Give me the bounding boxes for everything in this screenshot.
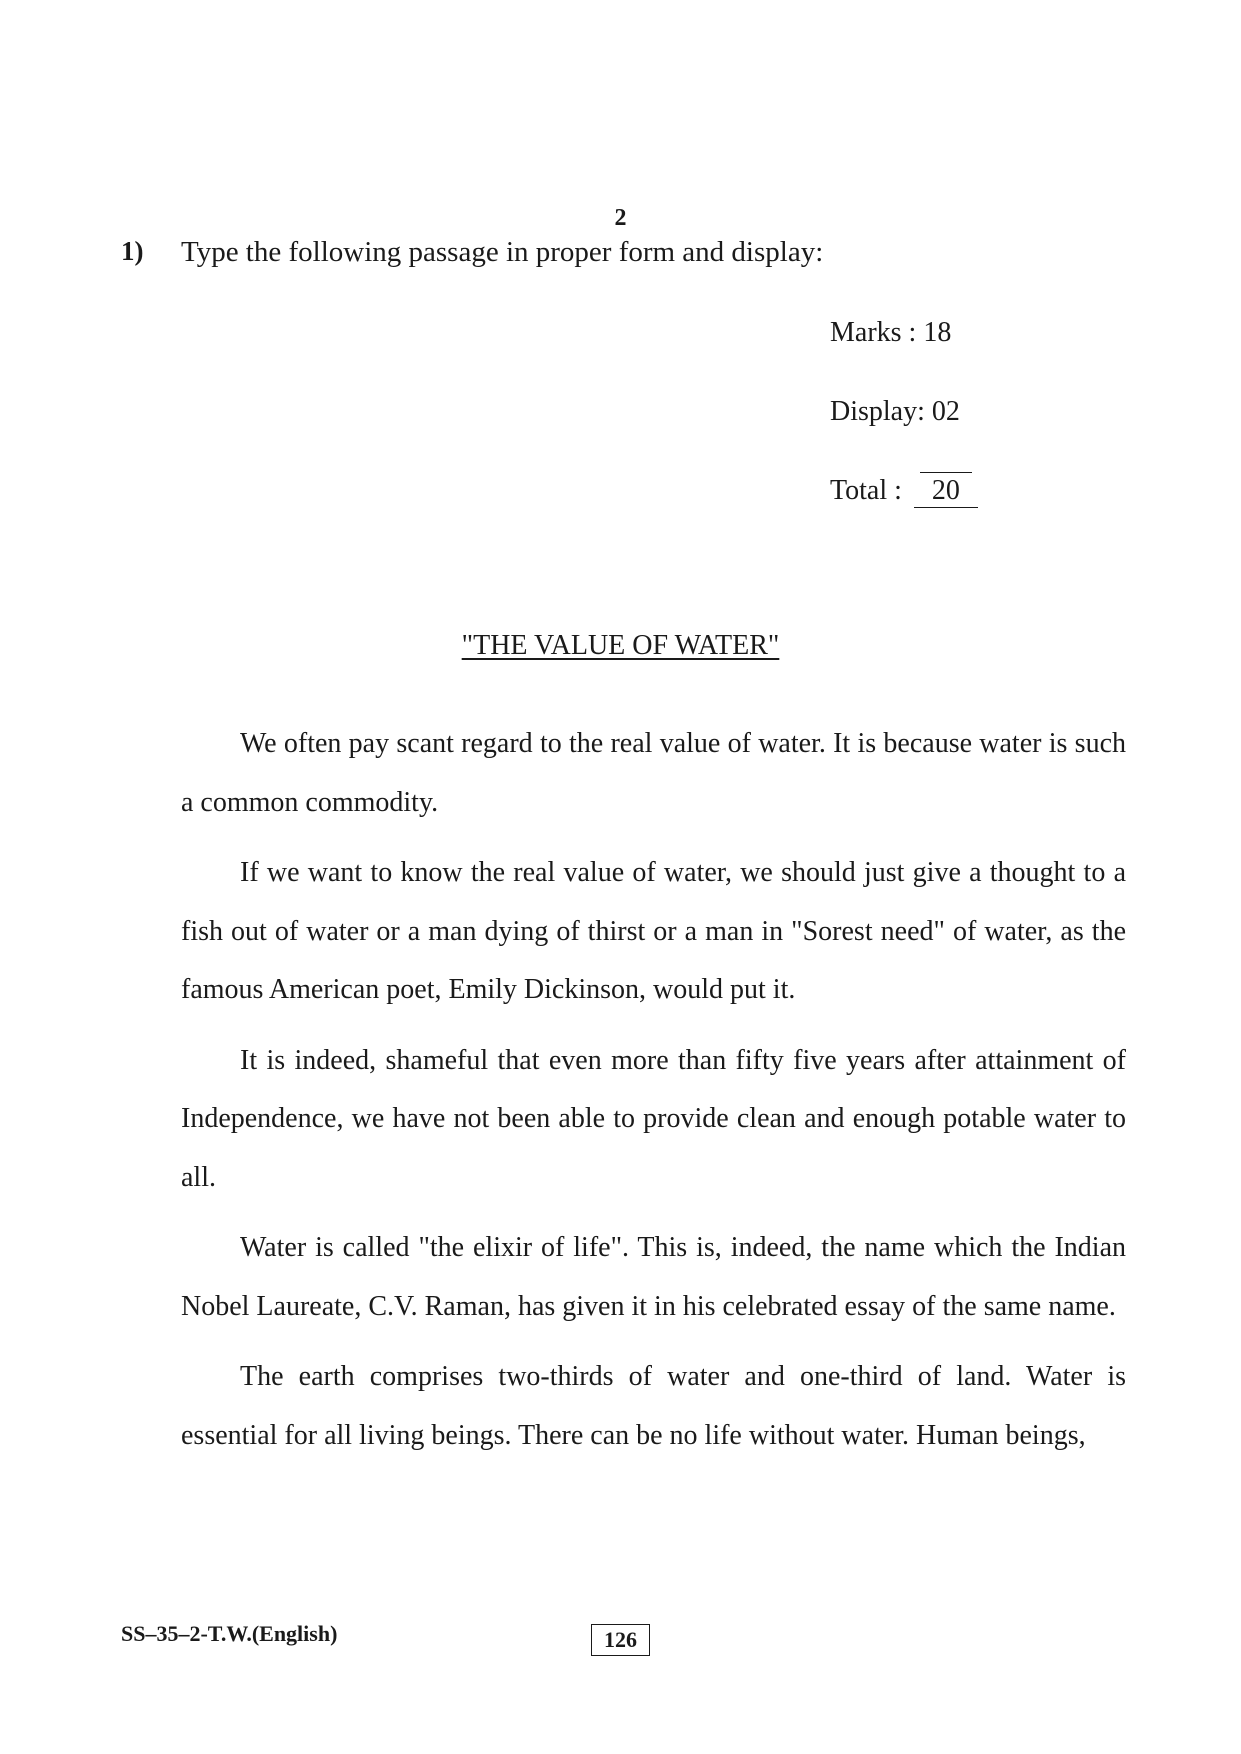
paragraph: If we want to know the real value of water, we should just give a thought to a fish out of water or a man dying of thirst or a man in "Sorest need" of water, as the famous American poet, Emily Dickinson, would put it. [181, 857, 1126, 1005]
footer-code: SS–35–2-T.W.(English) [121, 1621, 338, 1646]
footer-page-number: 126 [591, 1624, 650, 1656]
total-row [830, 475, 978, 508]
total-overline [920, 472, 972, 473]
passage-body [181, 715, 1126, 1477]
passage-title-text: "THE VALUE OF WATER" [461, 630, 780, 661]
paragraph: Water is called "the elixir of life". This is, indeed, the name which the Indian Nobel Laureate, C.V. Raman, has given it in his celebrated essay of the same name. [181, 1232, 1126, 1322]
passage-title [0, 630, 1241, 662]
paragraph: We often pay scant regard to the real value of water. It is because water is such a common commodity. [181, 728, 1126, 818]
paragraph: It is indeed, shameful that even more than fifty five years after attainment of Independence, we have not been able to provide clean and enough potable water to all. [181, 1044, 1126, 1193]
question-text: Type the following passage in proper form and display: [181, 236, 824, 268]
total-label: Total : [830, 475, 902, 506]
total-value: 20 [914, 475, 978, 508]
display-label: Display: 02 [830, 396, 960, 427]
question-number: 1) [121, 236, 144, 266]
paragraph: The earth comprises two-thirds of water and one-third of land. Water is essential for all living beings. There can be no life without water. Human beings, [181, 1361, 1126, 1451]
marks-label: Marks : 18 [830, 317, 952, 348]
page-number-top: 2 [614, 205, 627, 231]
